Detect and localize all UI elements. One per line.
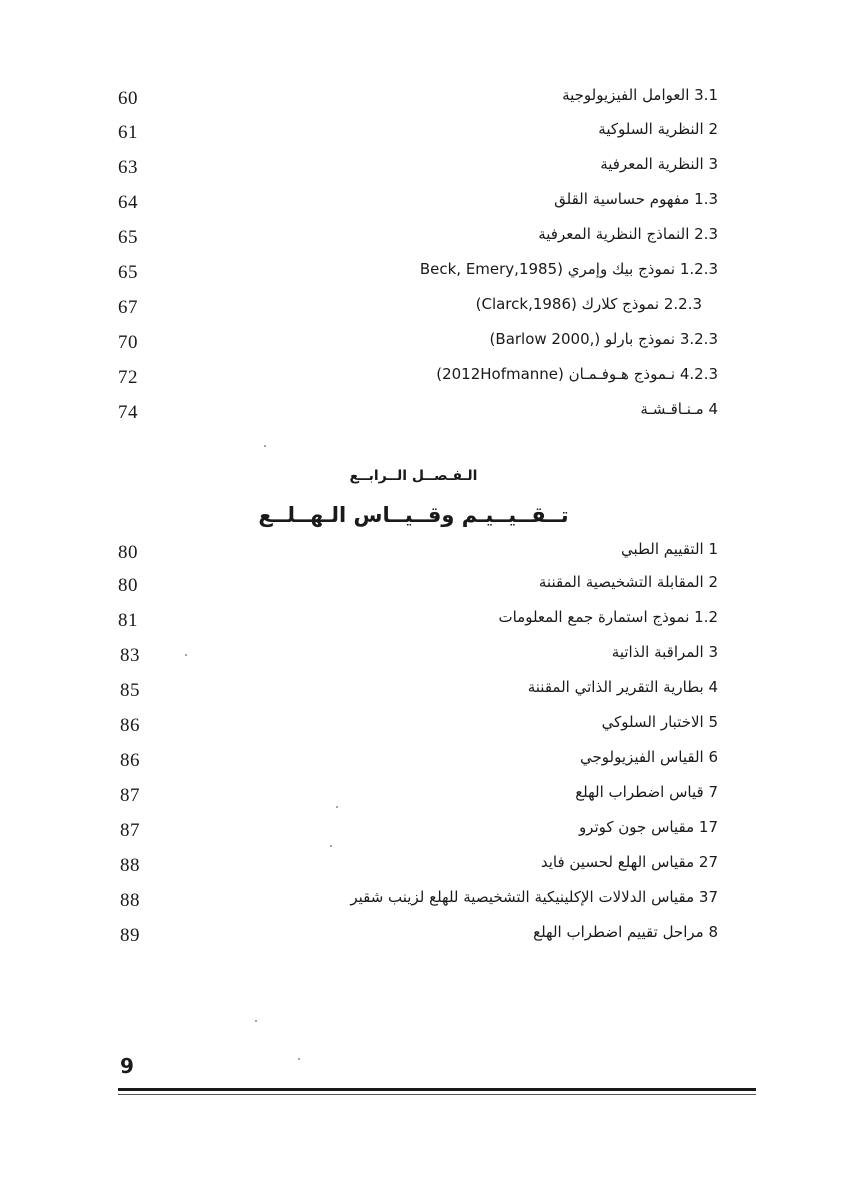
toc-entry-title: 2 المقابلة التشخيصية المقننة	[538, 573, 718, 591]
toc-entry	[118, 86, 718, 116]
toc-page-number: 85	[120, 680, 140, 701]
toc-entry-title: 1.2.3 نموذج بيك وإمري (Beck, Emery,1985	[419, 260, 718, 278]
toc-page-number: 86	[120, 715, 140, 736]
toc-entry-title: 4.2.3 نـموذج هـوفـمـان (2012Hofmanne)	[436, 365, 718, 383]
toc-page-number: 64	[118, 192, 138, 213]
toc-entry-title: 1.3 مفهوم حساسية القلق	[554, 190, 718, 208]
toc-page-number: 83	[120, 645, 140, 666]
toc-entry	[118, 295, 718, 325]
toc-entry	[118, 818, 718, 848]
footer-divider	[118, 1088, 756, 1091]
toc-entry-title: 3.1 العوامل الفيزيولوجية	[562, 86, 718, 104]
toc-page-number: 89	[120, 925, 140, 946]
toc-entry-title: 5 الاختبار السلوكي	[601, 713, 718, 731]
toc-entry	[118, 713, 718, 743]
toc-page-number: 63	[118, 157, 138, 178]
chapter-label: الـفـصــل الــرابــع	[349, 468, 478, 484]
toc-entry	[118, 888, 718, 918]
toc-entry	[118, 225, 718, 255]
toc-page-number: 81	[118, 610, 138, 631]
toc-page-number: 70	[118, 332, 138, 353]
toc-entry	[118, 540, 718, 570]
toc-page-number: 87	[120, 785, 140, 806]
toc-entry	[118, 748, 718, 778]
toc-page-number: 67	[118, 297, 138, 318]
toc-page-number: 60	[118, 88, 138, 109]
toc-entry	[118, 573, 718, 603]
toc-entry-title: 2.3 النماذج النظرية المعرفية	[538, 225, 718, 243]
scan-speck	[336, 806, 338, 808]
toc-entry-title: 37 مقياس الدلالات الإكلينيكية التشخيصية للهلع لزينب شقير	[350, 888, 718, 906]
toc-entry	[118, 643, 718, 673]
footer-divider-thin	[118, 1094, 756, 1095]
toc-entry-title: 3.2.3 نموذج بارلو (,Barlow 2000)	[489, 330, 718, 348]
toc-entry	[118, 923, 718, 953]
toc-entry	[118, 853, 718, 883]
chapter-title: تــقــيــيـم وقــيــاس الـهــلــع	[258, 503, 569, 527]
toc-entry-title: 3 المراقبة الذاتية	[611, 643, 718, 661]
toc-entry-title: 4 بطارية التقرير الذاتي المقننة	[527, 678, 718, 696]
toc-entry-title: 8 مراحل تقييم اضطراب الهلع	[533, 923, 718, 941]
scan-speck	[255, 1020, 257, 1022]
toc-entry-title: 2 النظرية السلوكية	[598, 120, 718, 138]
toc-entry	[118, 120, 718, 150]
scan-speck	[330, 845, 332, 847]
toc-entry-title: 1.2 نموذج استمارة جمع المعلومات	[498, 608, 718, 626]
toc-entry-title: 4 مـنـاقـشـة	[640, 400, 718, 418]
toc-page-number: 80	[118, 542, 138, 563]
toc-page-number: 65	[118, 262, 138, 283]
toc-entry-title: 1 التقييم الطبي	[620, 540, 718, 558]
toc-entry	[118, 608, 718, 638]
toc-entry-title: 6 القياس الفيزيولوجي	[580, 748, 718, 766]
toc-entry	[118, 330, 718, 360]
toc-page-number: 65	[118, 227, 138, 248]
toc-entry	[118, 155, 718, 185]
toc-entry-title: 17 مقياس جون كوترو	[578, 818, 718, 836]
toc-page-number: 87	[120, 820, 140, 841]
toc-entry	[118, 783, 718, 813]
toc-page-number: 80	[118, 575, 138, 596]
toc-entry-title: 27 مقياس الهلع لحسين فايد	[540, 853, 718, 871]
toc-entry	[118, 678, 718, 708]
scan-speck	[185, 654, 187, 656]
toc-entry	[118, 400, 718, 430]
toc-page-number: 86	[120, 750, 140, 771]
toc-page-number: 88	[120, 890, 140, 911]
toc-entry	[118, 190, 718, 220]
toc-page-number: 72	[118, 367, 138, 388]
toc-entry-title: 3 النظرية المعرفية	[600, 155, 718, 173]
page-number: 9	[120, 1054, 134, 1078]
scan-speck	[264, 445, 266, 447]
toc-page-number: 88	[120, 855, 140, 876]
toc-entry-title: 2.2.3 نموذج كلارك (Clarck,1986)	[475, 295, 702, 313]
toc-entry-title: 7 قياس اضطراب الهلع	[575, 783, 718, 801]
toc-entry	[118, 260, 718, 290]
scan-speck	[298, 1058, 300, 1060]
toc-page-number: 74	[118, 402, 138, 423]
toc-entry	[118, 365, 718, 395]
toc-page-number: 61	[118, 122, 138, 143]
